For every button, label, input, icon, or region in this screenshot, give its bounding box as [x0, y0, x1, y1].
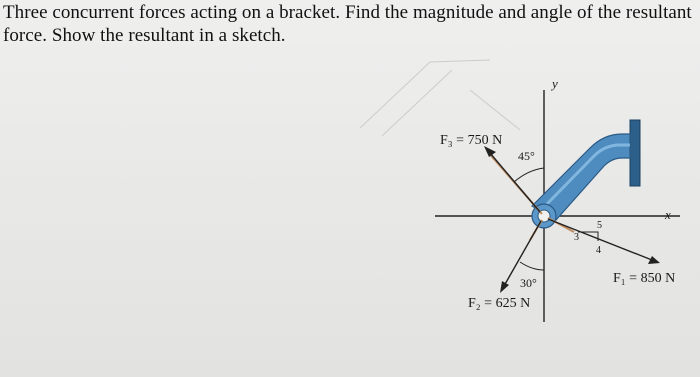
slope-label-3: 3: [574, 232, 579, 243]
slope-label-5: 5: [597, 220, 602, 231]
x-axis-label: x: [665, 207, 671, 222]
background-sketch: [360, 60, 520, 136]
slope-triangle: [578, 232, 598, 241]
angle-f2-label: 30°: [520, 276, 537, 290]
problem-statement: Three concurrent forces acting on a bracket. Find the magnitude and angle of the resultant force. Show the resultant in a sketch.: [3, 2, 692, 46]
wall-plate: [630, 120, 640, 186]
force-f2-arrowhead: [500, 281, 509, 293]
angle-arc-f2: [520, 262, 544, 270]
force-f1-arrowhead: [648, 256, 660, 264]
angle-f3-label: 45°: [518, 149, 535, 163]
angle-arc-f3: [514, 168, 544, 182]
force-f1-label: F₁ = 850 N: [613, 271, 676, 286]
force-f2-label: F₂ = 625 N: [468, 296, 531, 311]
force-f3-label: F₃ = 750 N: [440, 133, 503, 148]
slope-label-4: 4: [596, 245, 601, 256]
y-axis-label: y: [552, 76, 558, 91]
